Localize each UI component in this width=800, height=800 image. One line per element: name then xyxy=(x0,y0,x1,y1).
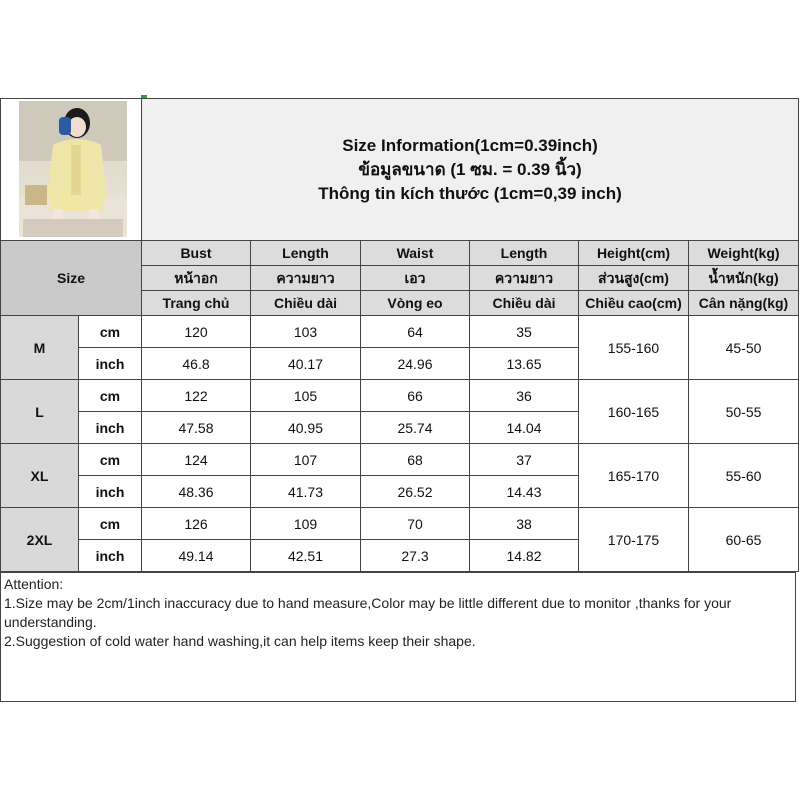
col-length2-th: ความยาว xyxy=(470,266,579,291)
bust-value: 46.8 xyxy=(142,348,251,380)
unit-label: cm xyxy=(79,444,142,476)
weight-value: 60-65 xyxy=(689,508,799,572)
attention-title: Attention: xyxy=(4,576,64,592)
unit-label: inch xyxy=(79,348,142,380)
height-value: 160-165 xyxy=(579,380,689,444)
col-weight-th: น้ำหนัก(kg) xyxy=(689,266,799,291)
waist-value: 70 xyxy=(361,508,470,540)
bust-value: 48.36 xyxy=(142,476,251,508)
info-line-english: Size Information(1cm=0.39inch) xyxy=(342,135,598,155)
height-value: 165-170 xyxy=(579,444,689,508)
weight-value: 50-55 xyxy=(689,380,799,444)
bust-value: 126 xyxy=(142,508,251,540)
size-label: L xyxy=(1,380,79,444)
unit-label: inch xyxy=(79,540,142,572)
bust-value: 124 xyxy=(142,444,251,476)
table-row xyxy=(1,380,799,412)
length-value: 103 xyxy=(251,316,361,348)
unit-label: cm xyxy=(79,508,142,540)
length-value: 107 xyxy=(251,444,361,476)
col-weight-en: Weight(kg) xyxy=(689,241,799,266)
length-value: 42.51 xyxy=(251,540,361,572)
bust-value: 122 xyxy=(142,380,251,412)
size-label: M xyxy=(1,316,79,380)
col-waist-en: Waist xyxy=(361,241,470,266)
length2-value: 14.43 xyxy=(470,476,579,508)
product-photo xyxy=(19,101,127,237)
col-bust-en: Bust xyxy=(142,241,251,266)
length2-value: 38 xyxy=(470,508,579,540)
length-value: 40.17 xyxy=(251,348,361,380)
col-height-vi: Chiều cao(cm) xyxy=(579,291,689,316)
length2-value: 36 xyxy=(470,380,579,412)
length-value: 41.73 xyxy=(251,476,361,508)
length-value: 105 xyxy=(251,380,361,412)
col-weight-vi: Cân nặng(kg) xyxy=(689,291,799,316)
col-length-th: ความยาว xyxy=(251,266,361,291)
size-label: XL xyxy=(1,444,79,508)
col-waist-vi: Vòng eo xyxy=(361,291,470,316)
col-bust-vi: Trang chủ xyxy=(142,291,251,316)
unit-label: inch xyxy=(79,412,142,444)
info-line-thai: ข้อมูลขนาด (1 ซม. = 0.39 นิ้ว) xyxy=(358,159,582,179)
waist-value: 68 xyxy=(361,444,470,476)
unit-label: cm xyxy=(79,380,142,412)
col-length-en: Length xyxy=(251,241,361,266)
col-height-th: ส่วนสูง(cm) xyxy=(579,266,689,291)
waist-value: 25.74 xyxy=(361,412,470,444)
table-row xyxy=(1,508,799,540)
attention-note-2: 2.Suggestion of cold water hand washing,it can help items keep their shape. xyxy=(4,633,476,649)
unit-label: inch xyxy=(79,476,142,508)
info-line-vietnamese: Thông tin kích thước (1cm=0,39 inch) xyxy=(318,183,622,203)
col-length-vi: Chiều dài xyxy=(251,291,361,316)
size-label: 2XL xyxy=(1,508,79,572)
length2-value: 35 xyxy=(470,316,579,348)
weight-value: 45-50 xyxy=(689,316,799,380)
length2-value: 13.65 xyxy=(470,348,579,380)
unit-label: cm xyxy=(79,316,142,348)
table-row xyxy=(1,444,799,476)
waist-value: 26.52 xyxy=(361,476,470,508)
bust-value: 47.58 xyxy=(142,412,251,444)
attention-notes xyxy=(0,572,796,702)
col-bust-th: หน้าอก xyxy=(142,266,251,291)
col-length2-en: Length xyxy=(470,241,579,266)
waist-value: 24.96 xyxy=(361,348,470,380)
attention-note-1: 1.Size may be 2cm/1inch inaccuracy due to hand measure,Color may be little different due to monitor ,thanks for your understanding. xyxy=(4,595,732,630)
col-height-en: Height(cm) xyxy=(579,241,689,266)
size-info-heading xyxy=(142,99,799,241)
size-table xyxy=(0,98,799,572)
weight-value: 55-60 xyxy=(689,444,799,508)
waist-value: 27.3 xyxy=(361,540,470,572)
bust-value: 49.14 xyxy=(142,540,251,572)
height-value: 155-160 xyxy=(579,316,689,380)
col-waist-th: เอว xyxy=(361,266,470,291)
length-value: 109 xyxy=(251,508,361,540)
table-row xyxy=(1,316,799,348)
length2-value: 14.82 xyxy=(470,540,579,572)
length2-value: 37 xyxy=(470,444,579,476)
waist-value: 64 xyxy=(361,316,470,348)
product-photo-cell xyxy=(1,99,142,241)
size-column-title: Size xyxy=(1,241,142,316)
col-length2-vi: Chiều dài xyxy=(470,291,579,316)
length-value: 40.95 xyxy=(251,412,361,444)
waist-value: 66 xyxy=(361,380,470,412)
height-value: 170-175 xyxy=(579,508,689,572)
length2-value: 14.04 xyxy=(470,412,579,444)
bust-value: 120 xyxy=(142,316,251,348)
